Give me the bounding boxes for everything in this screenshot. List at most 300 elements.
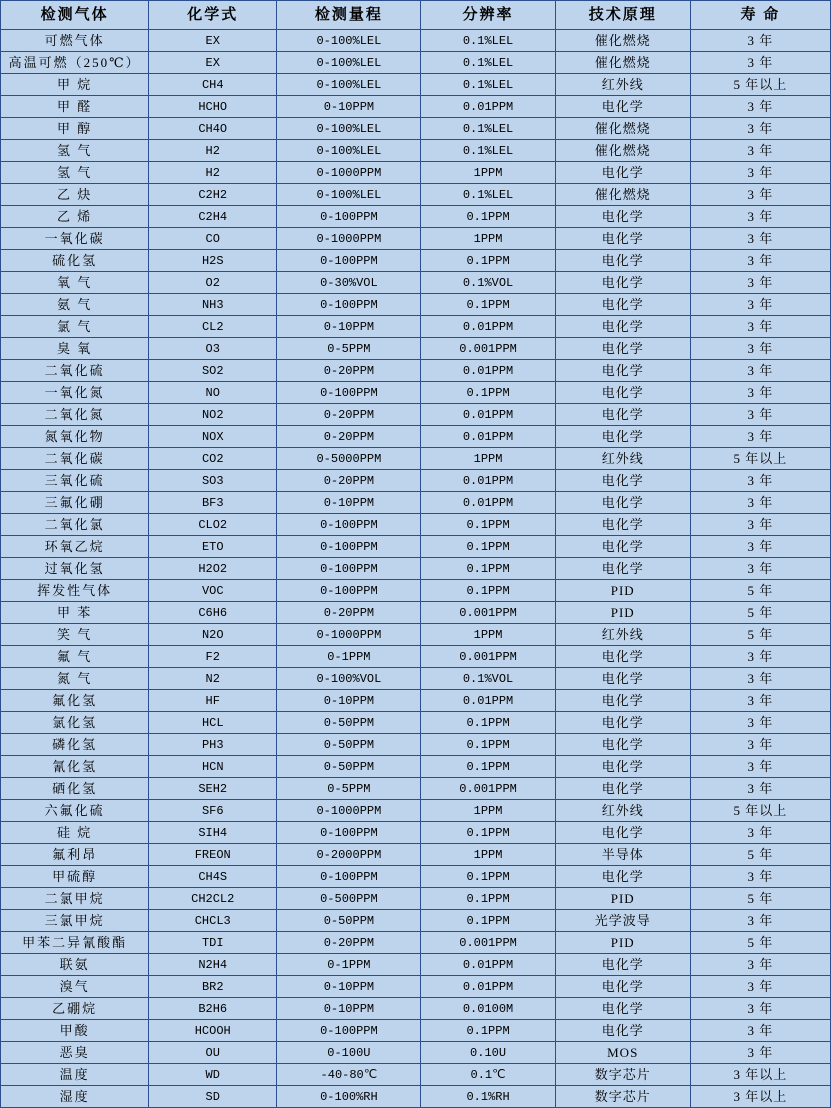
table-row [1,734,831,756]
cell-gas: 磷化氢 [1,734,149,756]
cell-gas: 溴气 [1,976,149,998]
cell-resolution: 0.1%VOL [421,272,555,294]
cell-range: 0-20PPM [277,360,421,382]
cell-formula: C2H2 [149,184,277,206]
table-row [1,844,831,866]
cell-technology: 电化学 [555,954,690,976]
cell-gas: 臭 氧 [1,338,149,360]
cell-formula: BR2 [149,976,277,998]
cell-range: 0-20PPM [277,932,421,954]
cell-range: 0-1000PPM [277,228,421,250]
cell-range: 0-5PPM [277,778,421,800]
cell-resolution: 0.1PPM [421,294,555,316]
cell-gas: 二氧化氯 [1,514,149,536]
cell-lifetime: 3 年以上 [690,1064,830,1086]
cell-gas: 温度 [1,1064,149,1086]
cell-range: 0-10PPM [277,690,421,712]
cell-lifetime: 3 年 [690,1020,830,1042]
cell-resolution: 0.1%LEL [421,140,555,162]
cell-formula: SIH4 [149,822,277,844]
cell-gas: 氮氧化物 [1,426,149,448]
cell-lifetime: 3 年 [690,360,830,382]
cell-technology: 电化学 [555,756,690,778]
cell-technology: 电化学 [555,1020,690,1042]
cell-lifetime: 3 年 [690,96,830,118]
cell-gas: 乙硼烷 [1,998,149,1020]
column-header-formula: 化学式 [149,1,277,30]
cell-technology: 数字芯片 [555,1086,690,1108]
cell-lifetime: 5 年 [690,624,830,646]
table-row [1,822,831,844]
cell-gas: 二氧化碳 [1,448,149,470]
cell-range: 0-100PPM [277,1020,421,1042]
cell-technology: 电化学 [555,338,690,360]
cell-resolution: 0.1%LEL [421,184,555,206]
cell-formula: HCHO [149,96,277,118]
cell-lifetime: 5 年 [690,602,830,624]
table-row [1,954,831,976]
cell-technology: 电化学 [555,360,690,382]
column-header-resolution: 分辨率 [421,1,555,30]
cell-lifetime: 5 年 [690,888,830,910]
cell-range: 0-100PPM [277,294,421,316]
cell-technology: PID [555,580,690,602]
cell-lifetime: 3 年 [690,734,830,756]
table-row [1,712,831,734]
cell-lifetime: 5 年 [690,932,830,954]
cell-range: 0-100PPM [277,536,421,558]
cell-lifetime: 3 年 [690,492,830,514]
table-row [1,690,831,712]
cell-range: 0-1PPM [277,646,421,668]
cell-technology: 电化学 [555,228,690,250]
cell-resolution: 1PPM [421,624,555,646]
cell-formula: VOC [149,580,277,602]
cell-technology: 催化燃烧 [555,118,690,140]
cell-gas: 氰化氢 [1,756,149,778]
cell-formula: NOX [149,426,277,448]
cell-lifetime: 3 年 [690,558,830,580]
cell-resolution: 0.1PPM [421,536,555,558]
cell-range: 0-100%LEL [277,118,421,140]
cell-gas: 二氧化硫 [1,360,149,382]
cell-technology: 红外线 [555,74,690,96]
table-row [1,602,831,624]
cell-resolution: 0.1PPM [421,734,555,756]
cell-lifetime: 3 年 [690,866,830,888]
table-row [1,646,831,668]
table-row [1,228,831,250]
cell-formula: BF3 [149,492,277,514]
cell-resolution: 0.001PPM [421,646,555,668]
cell-technology: 电化学 [555,778,690,800]
table-row [1,74,831,96]
cell-gas: 氮 气 [1,668,149,690]
cell-range: 0-100PPM [277,250,421,272]
table-row [1,800,831,822]
column-header-lifetime: 寿 命 [690,1,830,30]
cell-resolution: 0.001PPM [421,338,555,360]
cell-gas: 氨 气 [1,294,149,316]
table-row [1,404,831,426]
cell-gas: 一氧化氮 [1,382,149,404]
cell-formula: CH2CL2 [149,888,277,910]
cell-range: 0-100%LEL [277,52,421,74]
cell-gas: 二氯甲烷 [1,888,149,910]
cell-lifetime: 3 年 [690,910,830,932]
table-row [1,162,831,184]
cell-lifetime: 5 年 [690,844,830,866]
cell-gas: 三氯甲烷 [1,910,149,932]
cell-range: 0-20PPM [277,602,421,624]
cell-range: 0-100PPM [277,866,421,888]
cell-formula: SO2 [149,360,277,382]
table-row [1,338,831,360]
cell-resolution: 1PPM [421,800,555,822]
cell-technology: 电化学 [555,712,690,734]
cell-formula: H2 [149,140,277,162]
cell-formula: CH4O [149,118,277,140]
cell-formula: TDI [149,932,277,954]
cell-resolution: 0.1PPM [421,888,555,910]
cell-gas: 氢 气 [1,162,149,184]
cell-gas: 氯化氢 [1,712,149,734]
cell-formula: HCOOH [149,1020,277,1042]
cell-range: 0-5PPM [277,338,421,360]
cell-range: 0-100PPM [277,514,421,536]
cell-gas: 甲 烷 [1,74,149,96]
cell-range: 0-100%RH [277,1086,421,1108]
cell-resolution: 0.1PPM [421,558,555,580]
cell-gas: 硒化氢 [1,778,149,800]
cell-range: 0-20PPM [277,426,421,448]
cell-technology: 电化学 [555,404,690,426]
cell-range: 0-20PPM [277,470,421,492]
cell-formula: SD [149,1086,277,1108]
cell-lifetime: 5 年以上 [690,74,830,96]
cell-range: 0-100%LEL [277,184,421,206]
table-row [1,30,831,52]
table-row [1,206,831,228]
table-row [1,998,831,1020]
cell-lifetime: 3 年 [690,976,830,998]
cell-formula: SEH2 [149,778,277,800]
table-row [1,272,831,294]
cell-formula: FREON [149,844,277,866]
table-row [1,140,831,162]
cell-technology: 电化学 [555,470,690,492]
header-row [1,1,831,30]
cell-formula: HF [149,690,277,712]
cell-range: 0-500PPM [277,888,421,910]
cell-formula: SO3 [149,470,277,492]
cell-gas: 挥发性气体 [1,580,149,602]
cell-formula: C2H4 [149,206,277,228]
cell-gas: 乙 炔 [1,184,149,206]
cell-formula: CH4S [149,866,277,888]
cell-technology: 电化学 [555,998,690,1020]
cell-formula: NO2 [149,404,277,426]
table-row [1,184,831,206]
cell-lifetime: 3 年 [690,1042,830,1064]
cell-resolution: 0.1%RH [421,1086,555,1108]
cell-range: 0-100%LEL [277,30,421,52]
cell-lifetime: 3 年 [690,646,830,668]
cell-formula: HCL [149,712,277,734]
cell-formula: CH4 [149,74,277,96]
cell-technology: 电化学 [555,382,690,404]
cell-lifetime: 3 年 [690,514,830,536]
cell-formula: H2 [149,162,277,184]
cell-formula: OU [149,1042,277,1064]
cell-lifetime: 3 年 [690,206,830,228]
cell-technology: 光学波导 [555,910,690,932]
cell-formula: H2O2 [149,558,277,580]
cell-lifetime: 3 年 [690,118,830,140]
table-row [1,756,831,778]
cell-range: 0-20PPM [277,404,421,426]
cell-lifetime: 3 年 [690,756,830,778]
cell-gas: 硫化氢 [1,250,149,272]
cell-lifetime: 5 年以上 [690,800,830,822]
cell-resolution: 0.01PPM [421,426,555,448]
cell-gas: 氟利昂 [1,844,149,866]
cell-gas: 甲苯二异氰酸酯 [1,932,149,954]
cell-range: 0-5000PPM [277,448,421,470]
cell-lifetime: 3 年 [690,998,830,1020]
cell-lifetime: 3 年 [690,228,830,250]
column-header-range: 检测量程 [277,1,421,30]
cell-technology: 电化学 [555,162,690,184]
cell-gas: 氟 气 [1,646,149,668]
cell-formula: N2 [149,668,277,690]
cell-lifetime: 3 年 [690,954,830,976]
cell-resolution: 0.1%LEL [421,30,555,52]
cell-gas: 甲 醛 [1,96,149,118]
cell-range: 0-100PPM [277,558,421,580]
cell-technology: MOS [555,1042,690,1064]
table-row [1,624,831,646]
cell-technology: 红外线 [555,624,690,646]
cell-resolution: 0.1PPM [421,712,555,734]
cell-gas: 六氟化硫 [1,800,149,822]
cell-gas: 甲硫醇 [1,866,149,888]
cell-technology: 催化燃烧 [555,52,690,74]
table-row [1,492,831,514]
cell-resolution: 0.01PPM [421,470,555,492]
cell-gas: 三氧化硫 [1,470,149,492]
cell-gas: 甲酸 [1,1020,149,1042]
cell-resolution: 0.1℃ [421,1064,555,1086]
cell-resolution: 0.10U [421,1042,555,1064]
cell-lifetime: 3 年 [690,712,830,734]
table-body [1,30,831,1108]
cell-lifetime: 3 年 [690,250,830,272]
cell-resolution: 0.01PPM [421,316,555,338]
cell-technology: 电化学 [555,734,690,756]
cell-gas: 氧 气 [1,272,149,294]
cell-technology: 电化学 [555,514,690,536]
cell-technology: 电化学 [555,316,690,338]
cell-range: 0-100%LEL [277,74,421,96]
cell-range: 0-10PPM [277,492,421,514]
cell-lifetime: 3 年 [690,294,830,316]
cell-resolution: 0.001PPM [421,932,555,954]
cell-gas: 乙 烯 [1,206,149,228]
cell-resolution: 1PPM [421,162,555,184]
cell-technology: 电化学 [555,646,690,668]
cell-lifetime: 3 年 [690,30,830,52]
cell-range: 0-100PPM [277,822,421,844]
cell-range: 0-100PPM [277,206,421,228]
cell-formula: F2 [149,646,277,668]
cell-gas: 三氟化硼 [1,492,149,514]
table-row [1,668,831,690]
cell-lifetime: 5 年 [690,580,830,602]
cell-resolution: 0.01PPM [421,360,555,382]
cell-gas: 二氧化氮 [1,404,149,426]
cell-technology: 电化学 [555,294,690,316]
cell-technology: 催化燃烧 [555,140,690,162]
cell-resolution: 1PPM [421,844,555,866]
cell-lifetime: 3 年 [690,162,830,184]
cell-technology: 催化燃烧 [555,184,690,206]
cell-technology: 电化学 [555,536,690,558]
cell-resolution: 0.1PPM [421,206,555,228]
table-row [1,470,831,492]
cell-gas: 过氧化氢 [1,558,149,580]
cell-range: 0-1000PPM [277,800,421,822]
cell-lifetime: 3 年 [690,778,830,800]
cell-technology: 电化学 [555,976,690,998]
column-header-technology: 技术原理 [555,1,690,30]
cell-formula: CHCL3 [149,910,277,932]
cell-resolution: 0.01PPM [421,404,555,426]
cell-technology: 电化学 [555,668,690,690]
cell-resolution: 0.01PPM [421,976,555,998]
cell-gas: 甲 醇 [1,118,149,140]
cell-technology: 电化学 [555,206,690,228]
table-row [1,448,831,470]
cell-formula: N2H4 [149,954,277,976]
cell-range: 0-100PPM [277,382,421,404]
cell-resolution: 0.1PPM [421,910,555,932]
table-row [1,580,831,602]
table-row [1,778,831,800]
cell-lifetime: 3 年 [690,184,830,206]
cell-lifetime: 3 年 [690,272,830,294]
table-row [1,1086,831,1108]
cell-formula: WD [149,1064,277,1086]
table-row [1,96,831,118]
cell-resolution: 0.0100M [421,998,555,1020]
cell-resolution: 1PPM [421,228,555,250]
cell-technology: 电化学 [555,690,690,712]
cell-range: 0-10PPM [277,976,421,998]
cell-range: 0-1000PPM [277,624,421,646]
cell-technology: 电化学 [555,96,690,118]
cell-formula: PH3 [149,734,277,756]
cell-resolution: 0.1%VOL [421,668,555,690]
cell-lifetime: 5 年以上 [690,448,830,470]
cell-range: 0-100U [277,1042,421,1064]
cell-gas: 恶臭 [1,1042,149,1064]
cell-gas: 一氧化碳 [1,228,149,250]
cell-resolution: 0.1%LEL [421,74,555,96]
cell-lifetime: 3 年 [690,316,830,338]
cell-resolution: 0.1PPM [421,866,555,888]
cell-formula: CO [149,228,277,250]
cell-formula: O3 [149,338,277,360]
cell-technology: 半导体 [555,844,690,866]
cell-gas: 环氧乙烷 [1,536,149,558]
cell-formula: O2 [149,272,277,294]
cell-resolution: 0.01PPM [421,492,555,514]
table-row [1,558,831,580]
cell-technology: 电化学 [555,250,690,272]
table-row [1,1020,831,1042]
cell-lifetime: 3 年 [690,822,830,844]
cell-technology: 数字芯片 [555,1064,690,1086]
table-row [1,294,831,316]
cell-formula: CO2 [149,448,277,470]
cell-lifetime: 3 年 [690,404,830,426]
cell-gas: 联氨 [1,954,149,976]
cell-gas: 硅 烷 [1,822,149,844]
cell-resolution: 0.1PPM [421,822,555,844]
cell-formula: HCN [149,756,277,778]
cell-formula: EX [149,52,277,74]
cell-range: 0-1000PPM [277,162,421,184]
cell-range: 0-50PPM [277,910,421,932]
table-row [1,316,831,338]
cell-resolution: 0.1PPM [421,580,555,602]
table-row [1,866,831,888]
cell-resolution: 0.001PPM [421,602,555,624]
cell-lifetime: 3 年以上 [690,1086,830,1108]
cell-resolution: 0.1PPM [421,250,555,272]
cell-range: 0-10PPM [277,998,421,1020]
cell-range: 0-100PPM [277,580,421,602]
cell-formula: NH3 [149,294,277,316]
cell-gas: 笑 气 [1,624,149,646]
cell-technology: 电化学 [555,426,690,448]
cell-formula: H2S [149,250,277,272]
table-row [1,250,831,272]
table-row [1,888,831,910]
cell-lifetime: 3 年 [690,140,830,162]
cell-range: 0-100%LEL [277,140,421,162]
cell-formula: CLO2 [149,514,277,536]
cell-range: 0-50PPM [277,712,421,734]
cell-formula: NO [149,382,277,404]
cell-resolution: 1PPM [421,448,555,470]
cell-resolution: 0.1%LEL [421,52,555,74]
table-row [1,382,831,404]
table-row [1,52,831,74]
table-row [1,426,831,448]
cell-technology: 红外线 [555,448,690,470]
table-row [1,360,831,382]
cell-resolution: 0.1PPM [421,382,555,404]
cell-range: 0-10PPM [277,316,421,338]
cell-formula: C6H6 [149,602,277,624]
cell-lifetime: 3 年 [690,690,830,712]
cell-resolution: 0.001PPM [421,778,555,800]
cell-technology: PID [555,602,690,624]
cell-range: 0-1PPM [277,954,421,976]
cell-range: 0-100%VOL [277,668,421,690]
